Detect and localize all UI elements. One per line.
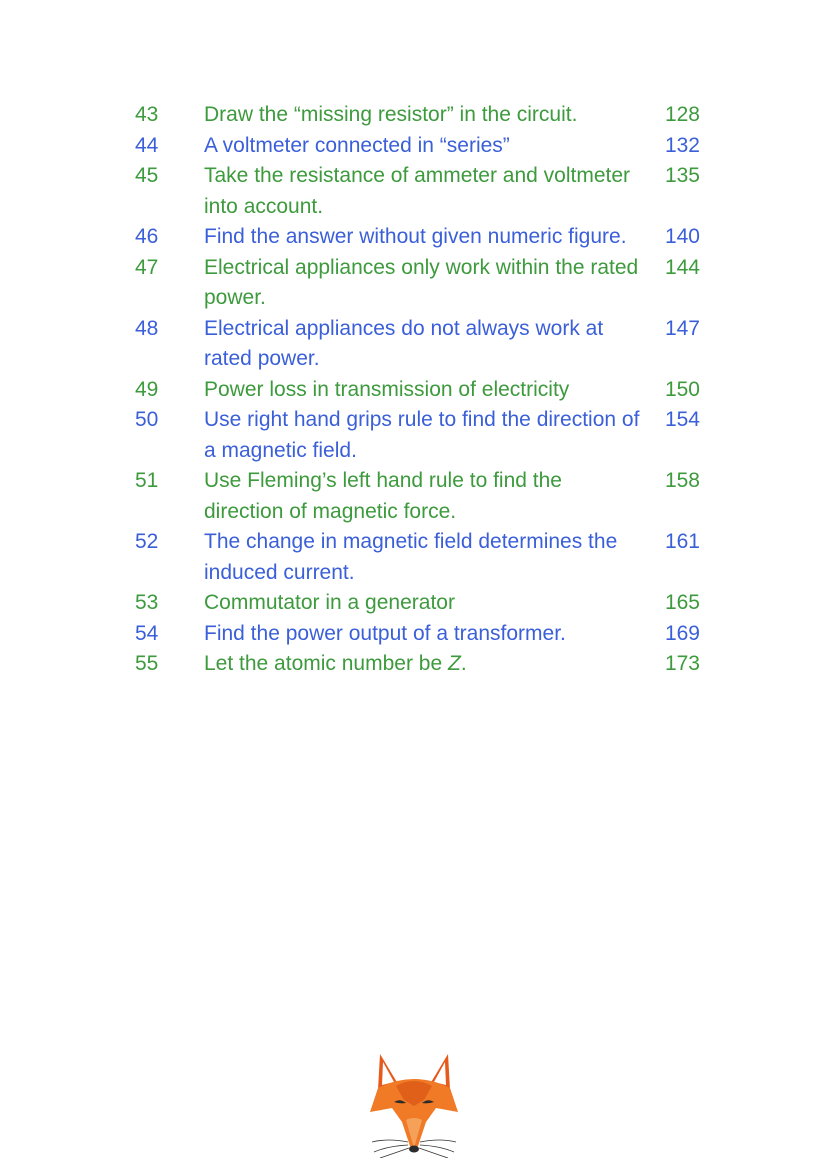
entry-title: Use Fleming’s left hand rule to find the direction of magnetic force. bbox=[204, 469, 562, 523]
toc-entry-43[interactable] bbox=[135, 100, 705, 131]
toc-entry-50[interactable] bbox=[135, 405, 705, 466]
entry-title: Find the answer without given numeric figure. bbox=[204, 225, 627, 248]
entry-page: 135 bbox=[664, 164, 700, 187]
entry-number: 49 bbox=[135, 377, 159, 401]
entry-title: Use right hand grips rule to find the direction of a magnetic field. bbox=[204, 408, 640, 462]
entry-title: Draw the “missing resistor” in the circuit. bbox=[204, 103, 578, 126]
entry-number: 52 bbox=[135, 530, 159, 553]
entry-number: 50 bbox=[135, 408, 159, 431]
fox-head-icon bbox=[366, 1050, 462, 1158]
entry-page: 150 bbox=[664, 377, 700, 401]
entry-page: 173 bbox=[664, 652, 700, 675]
table-of-contents bbox=[135, 100, 705, 680]
entry-number: 43 bbox=[135, 103, 159, 126]
entry-title-variable: Z bbox=[447, 652, 461, 675]
entry-title: The change in magnetic field determines the induced current. bbox=[204, 530, 618, 584]
entry-number: 55 bbox=[135, 652, 159, 675]
entry-number: 47 bbox=[135, 255, 159, 279]
toc-entry-45[interactable] bbox=[135, 161, 705, 222]
entry-title: Commutator in a generator bbox=[204, 591, 455, 614]
entry-title: Find the power output of a transformer. bbox=[204, 621, 566, 645]
entry-number: 51 bbox=[135, 469, 159, 492]
entry-title-text: Let the atomic number be bbox=[204, 652, 448, 675]
toc-entry-51[interactable] bbox=[135, 466, 705, 527]
entry-page: 158 bbox=[664, 469, 700, 492]
entry-page: 165 bbox=[664, 591, 700, 614]
toc-entry-52[interactable] bbox=[135, 527, 705, 588]
entry-number: 53 bbox=[135, 591, 159, 614]
entry-number: 44 bbox=[135, 133, 159, 157]
entry-number: 54 bbox=[135, 621, 159, 645]
entry-number: 48 bbox=[135, 316, 159, 340]
entry-page: 169 bbox=[664, 621, 700, 645]
entry-title: Take the resistance of ammeter and voltmeter into account. bbox=[204, 164, 631, 218]
entry-page: 154 bbox=[664, 408, 700, 431]
toc-entry-46[interactable] bbox=[135, 222, 705, 253]
entry-number: 46 bbox=[135, 225, 159, 248]
toc-entry-48[interactable] bbox=[135, 314, 705, 375]
entry-title: Electrical appliances do not always work at rated power. bbox=[204, 316, 604, 370]
toc-entry-44[interactable] bbox=[135, 131, 705, 162]
entry-page: 147 bbox=[664, 316, 700, 340]
entry-page: 161 bbox=[664, 530, 700, 553]
entry-page: 128 bbox=[664, 103, 700, 126]
entry-page: 144 bbox=[664, 255, 700, 279]
entry-page: 132 bbox=[664, 133, 700, 157]
entry-title bbox=[204, 649, 644, 680]
toc-entry-54[interactable] bbox=[135, 619, 705, 650]
toc-entry-49[interactable] bbox=[135, 375, 705, 406]
entry-page: 140 bbox=[664, 225, 700, 248]
entry-title: Electrical appliances only work within the rated power. bbox=[204, 255, 639, 309]
entry-title: A voltmeter connected in “series” bbox=[204, 133, 510, 157]
entry-title: Power loss in transmission of electricity bbox=[204, 377, 570, 401]
toc-entry-47[interactable] bbox=[135, 253, 705, 314]
toc-entry-55[interactable] bbox=[135, 649, 705, 680]
entry-number: 45 bbox=[135, 164, 159, 187]
entry-title-punct: . bbox=[460, 652, 467, 675]
toc-entry-53[interactable] bbox=[135, 588, 705, 619]
